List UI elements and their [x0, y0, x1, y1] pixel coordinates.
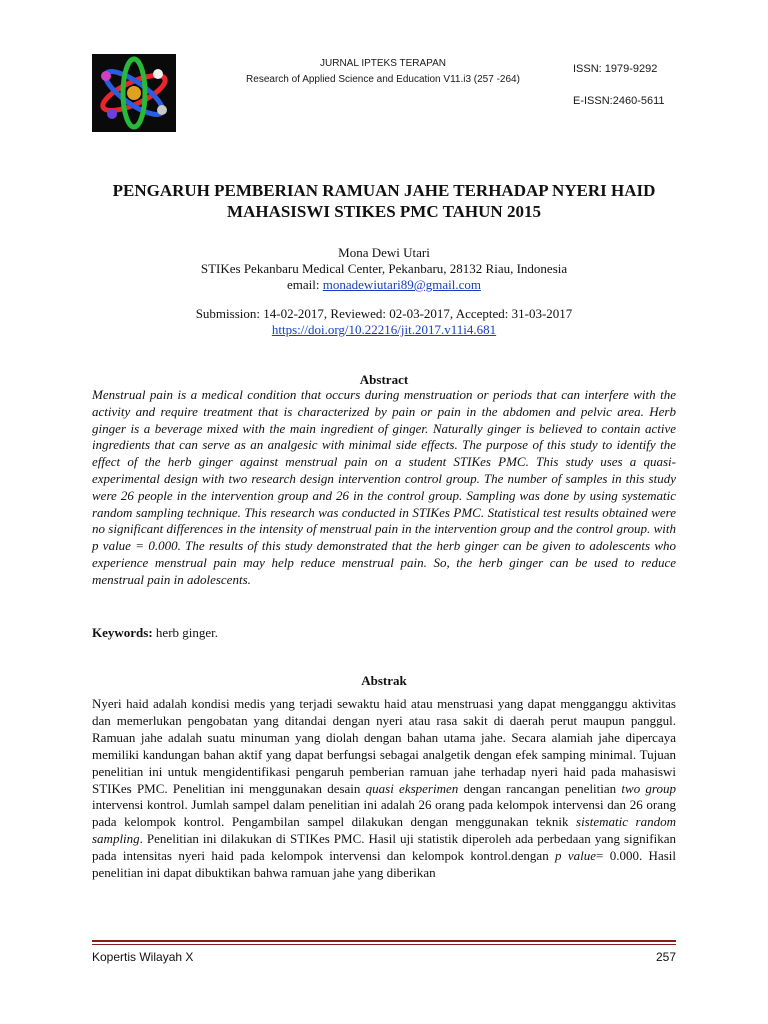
keywords-label: Keywords: — [92, 625, 153, 640]
doi-link[interactable]: https://doi.org/10.22216/jit.2017.v11i4.681 — [271, 322, 497, 337]
journal-subtitle: Research of Applied Science and Education V11.i3 (257 -264) — [246, 74, 520, 85]
author-name: Mona Dewi Utari — [338, 245, 430, 260]
abstrak-heading: Abstrak — [361, 673, 407, 688]
abstrak-text-1: Nyeri haid adalah kondisi medis yang terjadi sewaktu haid atau menstruasi yang dapat mengganggu aktivitas dan memerlukan pengobatan yang ditandai dengan nyeri atau rasa sakit di daerah perut maupun panggul. Ramuan jahe adalah suatu minuman yang diolah dengan bahan utama jahe. Secara alamiah jahe dipercaya memiliki kandungan bahan aktif yang dapat berfungsi sebagai analgetik dengan efek samping minimal. Tujuan penelitian ini untuk mengidentifikasi pengaruh pemberian ramuan jahe terhadap nyeri haid pada mahasiswi STIKes PMC. Penelitian ini menggunakan desain — [92, 696, 676, 796]
paper-title — [80, 180, 688, 222]
author-affiliation: STIKes Pekanbaru Medical Center, Pekanbaru, 28132 Riau, Indonesia — [200, 261, 568, 276]
abstrak-text-4: . Penelitian ini dilakukan di STIKes PMC. Hasil uji statistik diperoleh ada perbedaan yang signifikan pada intensitas nyeri haid pada kelompok intervensi dan kelompok kontrol.dengan — [92, 831, 676, 864]
author-email-line — [80, 277, 688, 293]
abstrak-body — [92, 696, 676, 882]
abstrak-text-3: intervensi kontrol. Jumlah sampel dalam penelitian ini adalah 26 orang pada kelompok intervensi dan 26 orang pada kelompok kontrol. Pengambilan sampel dilakukan dengan menggunakan teknik — [92, 797, 676, 830]
abstrak-italic-3: sistematic random sampling — [92, 814, 676, 847]
abstrak-italic-4: p value — [555, 848, 597, 864]
journal-logo — [92, 54, 176, 132]
abstract-heading: Abstract — [359, 372, 409, 387]
title-line-1: PENGARUH PEMBERIAN RAMUAN JAHE TERHADAP NYERI HAID — [112, 181, 656, 200]
footer-publisher: Kopertis Wilayah X — [92, 950, 194, 964]
email-label: email: — [287, 277, 323, 292]
abstrak-italic-2: two group — [621, 780, 676, 796]
dates-block — [80, 306, 688, 338]
submission-dates: Submission: 14-02-2017, Reviewed: 02-03-2017, Accepted: 31-03-2017 — [195, 306, 573, 321]
title-line-2: MAHASISWI STIKES PMC TAHUN 2015 — [227, 202, 541, 221]
issn: ISSN: 1979-9292 — [573, 63, 658, 75]
journal-header — [200, 56, 566, 88]
keywords-value: herb ginger. — [152, 625, 219, 640]
email-link[interactable]: monadewiutari89@gmail.com — [322, 277, 481, 292]
abstrak-text-2: dengan rancangan penelitian — [458, 780, 622, 796]
abstrak-text-5: = 0.000. Hasil penelitian ini dapat dibuktikan bahwa ramuan jahe yang diberikan — [92, 848, 676, 881]
page-number: 257 — [655, 950, 676, 964]
atom-icon — [92, 54, 176, 132]
footer-divider — [92, 940, 676, 942]
e-issn: E-ISSN:2460-5611 — [573, 95, 665, 107]
footer-divider-thin — [92, 944, 676, 945]
author-block — [80, 245, 688, 293]
journal-name: JURNAL IPTEKS TERAPAN — [320, 58, 446, 69]
abstract-body: Menstrual pain is a medical condition that occurs during menstruation or periods that can interfere with the activity and require treatment that is characterized by pain or pain in the abdomen and pelvic area. Herb ginger is a beverage mixed with the main ingredient of ginger. Naturally ginger is believed to contain active ingredients that can serve as an analgesic with minimal side effects. The purpose of this study to identify the effect of the herb ginger against menstrual pain on a student STIKes PMC. This study uses a quasi-experimental design with two research design intervention control group. The number of samples in this study were 26 people in the intervention group and 26 in the control group. Sampling was done by using systematic random sampling technique. This research was conducted in STIKes PMC. Statistical test results obtained were no significant differences in the intensity of menstrual pain in the intervention group and the control group. with p value = 0.000. The results of this study demonstrated that the herb ginger can be given to adolescents who experience menstrual pain may help reduce menstrual pain. So, the herb ginger can be used to reduce menstrual pain in adolescents. — [92, 387, 676, 587]
abstrak-italic-1: quasi eksperimen — [365, 780, 459, 796]
keywords-line — [92, 625, 218, 641]
